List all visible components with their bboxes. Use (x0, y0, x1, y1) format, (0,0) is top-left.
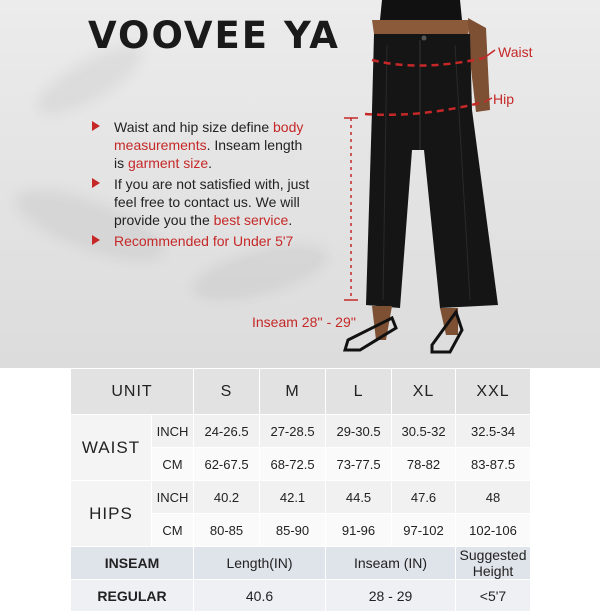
table-cell: 91-96 (326, 514, 392, 547)
bullet-text: . Inseam length is (114, 137, 303, 171)
waist-label: Waist (498, 44, 533, 60)
bullet-text: Waist and hip size define (114, 119, 274, 135)
table-cell: 97-102 (392, 514, 456, 547)
height-header: Suggested Height (456, 547, 531, 580)
size-header: XL (392, 369, 456, 415)
size-chart (70, 368, 531, 612)
top-garment (380, 0, 462, 20)
height-value: <5'7 (456, 580, 531, 612)
size-header-row (71, 369, 531, 415)
unit-cell: CM (152, 448, 194, 481)
hips-label-cell: HIPS (71, 481, 152, 547)
unit-header: UNIT (71, 369, 194, 415)
waist-label-cell: WAIST (71, 415, 152, 481)
bullet-highlight: best service (213, 212, 289, 228)
table-cell: 29-30.5 (326, 415, 392, 448)
size-header: XXL (456, 369, 531, 415)
inseam-in-header: Inseam (IN) (326, 547, 456, 580)
table-cell: 40.2 (194, 481, 260, 514)
table-cell: 85-90 (260, 514, 326, 547)
inseam-header-row (71, 547, 531, 580)
bullet-text: . (208, 155, 213, 171)
inseam-regular-row (71, 580, 531, 612)
inseam-label: Inseam 28'' - 29'' (252, 314, 357, 330)
unit-cell: INCH (152, 415, 194, 448)
table-cell: 62-67.5 (194, 448, 260, 481)
length-header: Length(IN) (194, 547, 326, 580)
bullet-highlight: body measurements (114, 119, 304, 153)
table-cell: 44.5 (326, 481, 392, 514)
brand-logo: VOOVEE YA (88, 14, 340, 57)
inseam-value: 28 - 29 (326, 580, 456, 612)
button-icon (422, 36, 427, 41)
unit-cell: CM (152, 514, 194, 547)
regular-label: REGULAR (71, 580, 194, 612)
size-header: M (260, 369, 326, 415)
hips-inch-row (71, 481, 531, 514)
waist-inch-row (71, 415, 531, 448)
bullet-text: If you are not satisfied with, just feel free to contact us. We will provide you the (114, 176, 310, 228)
table-cell: 24-26.5 (194, 415, 260, 448)
table-cell: 42.1 (260, 481, 326, 514)
inseam-header: INSEAM (71, 547, 194, 580)
table-cell: 47.6 (392, 481, 456, 514)
skin-midriff (372, 20, 470, 34)
size-header: S (194, 369, 260, 415)
table-cell: 78-82 (392, 448, 456, 481)
hip-label: Hip (493, 91, 515, 107)
length-value: 40.6 (194, 580, 326, 612)
unit-cell: INCH (152, 481, 194, 514)
table-cell: 80-85 (194, 514, 260, 547)
size-header: L (326, 369, 392, 415)
table-cell: 83-87.5 (456, 448, 531, 481)
bullet-text: . (288, 212, 293, 228)
table-cell: 102-106 (456, 514, 531, 547)
table-cell: 48 (456, 481, 531, 514)
table-cell: 27-28.5 (260, 415, 326, 448)
table-cell: 68-72.5 (260, 448, 326, 481)
bullet-highlight: garment size (128, 155, 209, 171)
table-cell: 30.5-32 (392, 415, 456, 448)
table-cell: 32.5-34 (456, 415, 531, 448)
table-cell: 73-77.5 (326, 448, 392, 481)
bullet-text: Recommended for Under 5'7 (114, 233, 294, 249)
